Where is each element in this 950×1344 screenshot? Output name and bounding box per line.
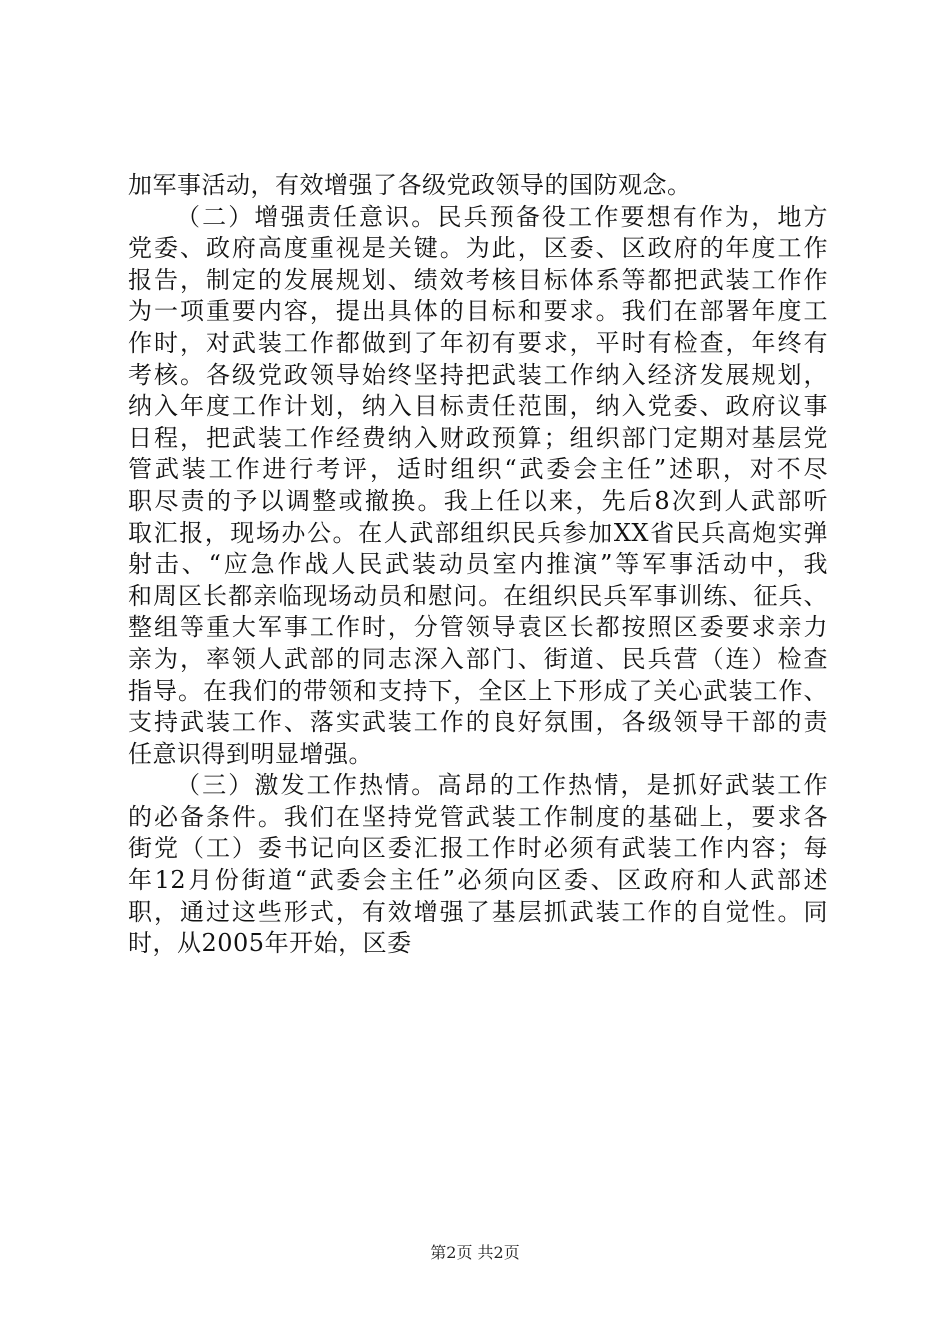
text-line: 任意识得到明显增强。 — [128, 739, 373, 768]
text-line: 指导。在我们的带领和支持下，全区上下形成了关心武装工作、 — [128, 676, 828, 705]
text-line: 取汇报，现场办公。在人武部组织民兵参加XX省民兵高炮实弹 — [128, 518, 828, 547]
text-line: 管武装工作进行考评，适时组织“武委会主任”述职，对不尽 — [128, 455, 828, 484]
text-line: 日程，把武装工作经费纳入财政预算；组织部门定期对基层党 — [128, 423, 828, 452]
text-line: （二）增强责任意识。民兵预备役工作要想有作为，地方 — [176, 202, 828, 231]
text-line: 支持武装工作、落实武装工作的良好氛围，各级领导干部的责 — [128, 708, 828, 737]
text-line: 街党（工）委书记向区委汇报工作时必须有武装工作内容；每 — [128, 834, 828, 863]
text-line: 职尽责的予以调整或撤换。我上任以来，先后8次到人武部听 — [128, 486, 828, 515]
text-line: 加军事活动，有效增强了各级党政领导的国防观念。 — [128, 171, 692, 199]
text-line: 时，从2005年开始，区委 — [128, 929, 412, 958]
text-line: 为一项重要内容，提出具体的目标和要求。我们在部署年度工 — [128, 297, 828, 326]
text-line: 职，通过这些形式，有效增强了基层抓武装工作的自觉性。同 — [128, 897, 828, 926]
text-line: 考核。各级党政领导始终坚持把武装工作纳入经济发展规划， — [128, 360, 828, 389]
text-line: 的必备条件。我们在坚持党管武装工作制度的基础上，要求各 — [128, 802, 828, 831]
text-line: 作时，对武装工作都做到了年初有要求，平时有检查，年终有 — [128, 328, 828, 357]
document-body — [128, 170, 828, 960]
text-line: 整组等重大军事工作时，分管领导袁区长都按照区委要求亲力 — [128, 613, 828, 642]
text-line: 党委、政府高度重视是关键。为此，区委、区政府的年度工作 — [128, 234, 828, 263]
text-line: 射击、“应急作战人民武装动员室内推演”等军事活动中，我 — [128, 550, 828, 579]
text-line: 亲为，率领人武部的同志深入部门、街道、民兵营（连）检查 — [128, 644, 828, 673]
page-number-label: 第2页 共2页 — [430, 1243, 520, 1262]
page-footer — [0, 1243, 950, 1263]
text-line: 纳入年度工作计划，纳入目标责任范围，纳入党委、政府议事 — [128, 392, 828, 421]
text-line: 和周区长都亲临现场动员和慰问。在组织民兵军事训练、征兵、 — [128, 581, 828, 610]
text-line: （三）激发工作热情。高昂的工作热情，是抓好武装工作 — [176, 771, 828, 800]
text-line: 年12月份街道“武委会主任”必须向区委、区政府和人武部述 — [128, 866, 828, 895]
text-line: 报告，制定的发展规划、绩效考核目标体系等都把武装工作作 — [128, 265, 828, 294]
